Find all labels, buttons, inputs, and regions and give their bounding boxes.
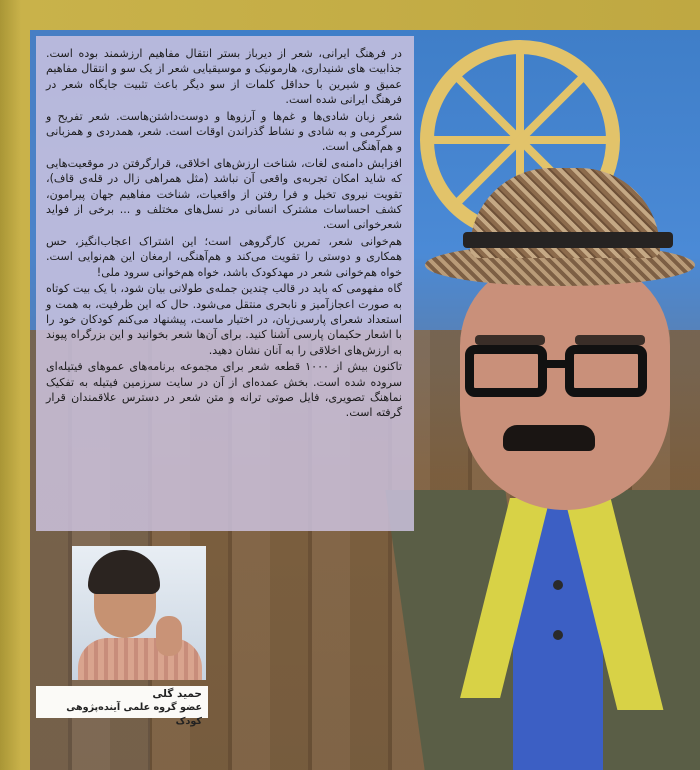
shirt-button [553, 580, 563, 590]
paragraph: افزایش دامنه‌ی لغات، شناخت ارزش‌های اخلاقی، قرارگرفتن در موقعیت‌هایی که شاید امکان تجربه‌ی واقعی آن نباشد (مثل همراهی زال در قله‌ی قاف)، تقویت نیروی تخیل و فرا رفتن از واقعیات، شناخت مفاهیم جهان پیرامون، کشف احساسات مشترک انسانی در نسل‌های مختلف و ... برخی از فواید شعرخوانی است. [46, 156, 402, 232]
paragraph: هم‌خوانی شعر، تمرین کارگروهی است؛ این اشتراک اعجاب‌انگیز، حس همکاری و دوستی را تقویت می‌کند و هم‌آهنگی، ارمغان این هم‌نوایی است. خواه هم‌خوانی شعر در مهدکودک باشد، خواه هم‌خوانی سرود ملی! [46, 234, 402, 279]
glasses-lens [565, 345, 647, 397]
paragraph: تاکنون بیش از ۱۰۰۰ قطعه شعر برای مجموعه برنامه‌های عموهای فیتیله‌ای سروده شده است. بخش عمده‌ای از آن در سایت سرزمین فیتیله به تفکیک نماهنگ تصویری، فایل صوتی ترانه و متن شعر در دسترس علاقمندان قرار گرفته است. [46, 360, 402, 420]
hat-band [463, 232, 673, 248]
glasses-lens [465, 345, 547, 397]
shirt-button [553, 630, 563, 640]
glasses-bridge [543, 360, 569, 368]
costumed-man-photo [425, 160, 700, 770]
article-text-panel [36, 36, 414, 531]
article-body [46, 46, 402, 421]
eyebrow [475, 335, 545, 345]
mustache [503, 425, 595, 451]
author-name: حمید گلی [152, 688, 202, 700]
eyebrow [575, 335, 645, 345]
author-caption [36, 686, 208, 727]
paragraph: در فرهنگ ایرانی، شعر از دیرباز بستر انتقال مفاهیم ارزشمند بوده است. جذابیت های شنیداری، هارمونیک و موسیقیایی شعر از یک سو و انتقال مفاهیم عمیق و شیرین با حداقل کلمات از سو دیگر باعث تثبیت جایگاه شعر در فرهنگ ایرانی شده است. [46, 47, 402, 107]
paragraph: شعر زبان شادی‌ها و غم‌ها و آرزوها و دوست‌داشتن‌هاست. شعر تفریح و سرگرمی و به شادی و نشاط گذراندن اوقات است. شعر، همدردی و همزبانی و هم‌آهنگی است. [46, 109, 402, 154]
author-role: عضو گروه علمی آینده‌پژوهی کودک [66, 702, 202, 727]
author-portrait [72, 546, 206, 680]
paragraph: گاه مفهومی که باید در قالب چندین جمله‌ی طولانی بیان شود، با یک بیت کوتاه به صورت اعجازآمیز و نابحری منتقل می‌شود. حال که این ظرفیت، به همت و استعداد شعرای پارسی‌زبان، در اختیار ماست، پیشنهاد می‌کنم کودکان خود را با اشعار حکیمان پارسی آشنا کنید. برای آن‌ها شعر بخوانید و این بزرگراه پیوند به ارزش‌های اخلاقی را به آنان نشان دهید. [46, 282, 402, 357]
